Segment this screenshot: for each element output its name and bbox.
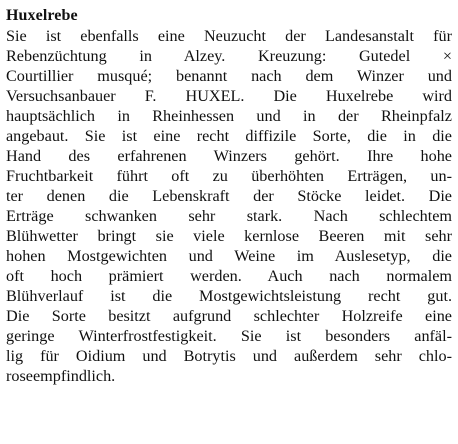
text-line: Fruchtbarkeit führt oft zu überhöhten Erträgen, un- [6,167,452,185]
text-line: Blühwetter bringt sie viele kernlose Beeren mit sehr [6,227,452,245]
text-line: Erträge schwanken sehr stark. Nach schlechtem [6,207,452,225]
text-line: lig für Oidium und Botrytis und außerdem sehr chlo- [6,347,452,365]
text-line: Courtillier musqué; benannt nach dem Winzer und [6,67,452,85]
text-line: geringe Winterfrostfestigkeit. Sie ist besonders anfäl- [6,327,452,345]
text-line: ter denen die Lebenskraft der Stöcke leidet. Die [6,187,452,205]
text-line: roseempfindlich. [6,367,116,385]
text-line: Sie ist ebenfalls eine Neuzucht der Landesanstalt für [6,27,452,45]
text-line: Rebenzüchtung in Alzey. Kreuzung: Gutedel × [6,47,452,65]
text-line: Hand des erfahrenen Winzers gehört. Ihre hohe [6,147,452,165]
text-line: hauptsächlich in Rheinhessen und in der Rheinpfalz [6,107,452,125]
article [6,6,452,386]
text-line: hohen Mostgewichten und Weine im Auslesetyp, die [6,247,452,265]
text-line: Blühverlauf ist die Mostgewichtsleistung recht gut. [6,287,452,305]
text-line: oft hoch prämiert werden. Auch nach normalem [6,267,452,285]
text-line: Versuchsanbauer F. HUXEL. Die Huxelrebe wird [6,87,452,105]
article-body [6,26,452,386]
text-line: angebaut. Sie ist eine recht diffizile Sorte, die in die [6,127,452,145]
article-heading: Huxelrebe [6,7,78,24]
text-line: Die Sorte besitzt aufgrund schlechter Holzreife eine [6,307,452,325]
